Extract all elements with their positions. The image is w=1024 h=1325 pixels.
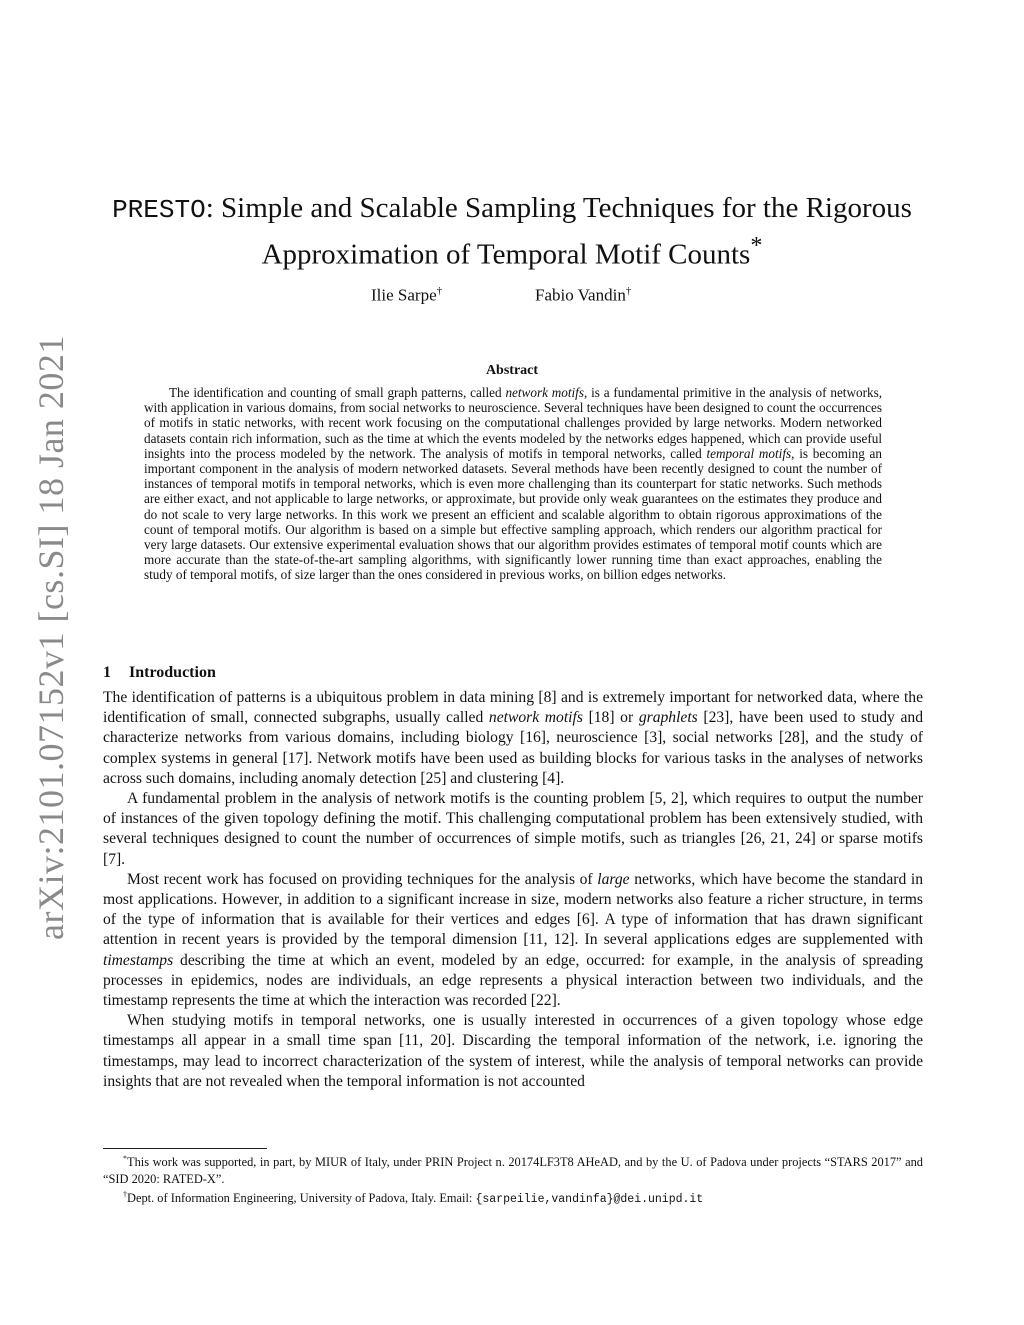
- body-emphasis: large: [597, 870, 630, 888]
- body-span: Most recent work has focused on providing techniques for the analysis of: [127, 870, 598, 888]
- footnote-text: Dept. of Information Engineering, University of Padova, Italy. Email:: [127, 1191, 476, 1206]
- abstract-span: The identification and counting of small graph patterns, called: [169, 385, 506, 400]
- footnote-divider: [103, 1148, 267, 1149]
- footnote-text: This work was supported, in part, by MIUR of Italy, under PRIN Project n. 20174LF3T8 AHeAD, and by the U. of Padova under projects “STARS 2017” and “SID 2020: RATED-X”.: [103, 1155, 923, 1186]
- abstract-text: [144, 385, 882, 583]
- footnote-mark: *: [123, 1154, 127, 1163]
- abstract-heading: Abstract: [485, 363, 539, 378]
- author-list: [0, 285, 1024, 309]
- section-heading: [103, 664, 216, 682]
- footnotes: [103, 1151, 923, 1208]
- title-text: : Simple and Scalable Sampling Techniques for the Rigorous Approximation of Temporal Motif Counts: [205, 192, 912, 271]
- body-paragraph: A fundamental problem in the analysis of network motifs is the counting problem [5, 2], which requires to output the number of instances of the given topology defining the motif. This challenging computational problem has been extensively studied, with several techniques designed to count the number of occurrences of simple motifs, such as triangles [26, 21, 24] or sparse motifs [7].: [103, 790, 923, 868]
- abstract-span: , is a fundamental primitive in the analysis of networks, with application in various domains, from social networks to neuroscience. Several techniques have been designed to count the occurrences of motifs in static networks, with recent work focusing on the computational challenges provided by large networks. Modern networked datasets contain rich information, such as the time at which the events modeled by the networks edges happened, which can provide useful insights into the process modeled by the network. The analysis of motifs in temporal networks, called: [144, 385, 882, 461]
- body-emphasis: network motifs: [488, 709, 583, 727]
- paper-title: [100, 190, 924, 273]
- title-footnote-mark: *: [750, 232, 763, 259]
- body-paragraph: [103, 688, 923, 789]
- system-name: PRESTO: [112, 195, 206, 225]
- body-paragraph: When studying motifs in temporal networks, one is usually interested in occurrences of a given topology whose edge timestamps all appear in a small time span [11, 20]. Discarding the temporal information of the network, i.e. ignoring the timestamps, may lead to incorrect characterization of the system of interest, while the analysis of temporal networks can provide insights that are not revealed when the temporal information is not accounted: [103, 1012, 923, 1090]
- body-span: The identification of patterns is a ubiquitous problem in data mining [8] and is extremely important for networked data, where the identification of small, connected subgraphs, usually called: [103, 689, 923, 727]
- abstract-span: , is becoming an important component in the analysis of modern networked datasets. Several methods have been recently designed to count the number of instances of temporal motifs in temporal networks, which is even more challenging than its counterpart for static networks. Such methods are either exact, and not applicable to large networks, or approximate, but provide only weak guarantees on the estimates they produce and do not scale to very large networks. In this work we present an efficient and scalable algorithm to obtain rigorous approximations of the count of temporal motifs. Our algorithm is based on a simple but effective sampling approach, which renders our algorithm practical for very large datasets. Our extensive experimental evaluation shows that our algorithm provides estimates of temporal motif counts which are more accurate than the state-of-the-art sampling algorithms, with significantly lower running time than exact approaches, enabling the study of temporal motifs, of size larger than the ones considered in previous works, on billion edges networks.: [144, 445, 883, 583]
- section-number: 1: [103, 664, 111, 681]
- body-text: [103, 688, 923, 1092]
- author-1: [371, 285, 442, 306]
- abstract-emphasis: network motifs: [505, 385, 584, 400]
- arxiv-identifier-stamp: arXiv:2101.07152v1 [cs.SI] 18 Jan 2021: [31, 335, 71, 940]
- section-title: Introduction: [129, 664, 216, 681]
- footnote-mark: †: [123, 1189, 127, 1199]
- abstract-emphasis: temporal motifs: [706, 445, 792, 461]
- email-address: {sarpeilie,vandinfa}@dei.unipd.it: [475, 1193, 704, 1207]
- author-mark: †: [436, 285, 443, 297]
- body-paragraph: [103, 870, 923, 1011]
- body-span: networks, which have become the standard in most applications. However, in addition to a significant increase in size, modern networks also feature a richer structure, in terms of the type of information that is available for their vertices and edges [6]. A type of information that has drawn significant attention in recent years is provided by the temporal dimension [11, 12]. In several applications edges are supplemented with: [103, 870, 923, 949]
- footnote-affiliation: [103, 1187, 923, 1209]
- body-span: describing the time at which an event, modeled by an edge, occurred: for example, in the analysis of spreading processes in epidemics, nodes are individuals, an edge represents a physical interaction between two individuals, and the timestamp represents the time at which the interaction was recorded [22].: [103, 951, 923, 1010]
- author-name: Ilie Sarpe: [371, 285, 437, 305]
- author-2: [535, 285, 631, 306]
- body-emphasis: graphlets: [638, 709, 698, 727]
- body-emphasis: timestamps: [103, 951, 174, 969]
- author-mark: †: [625, 285, 632, 297]
- footnote-funding: [103, 1151, 923, 1187]
- body-span: [23], have been used to study and characterize networks from various domains, including biology [16], neuroscience [3], social networks [28], and the study of complex systems in general [17]. Network motifs have been used as building blocks for various tasks in the analyses of networks across such domains, including anomaly detection [25] and clustering [4].: [103, 709, 924, 787]
- body-span: [18] or: [582, 709, 639, 727]
- author-name: Fabio Vandin: [535, 285, 626, 305]
